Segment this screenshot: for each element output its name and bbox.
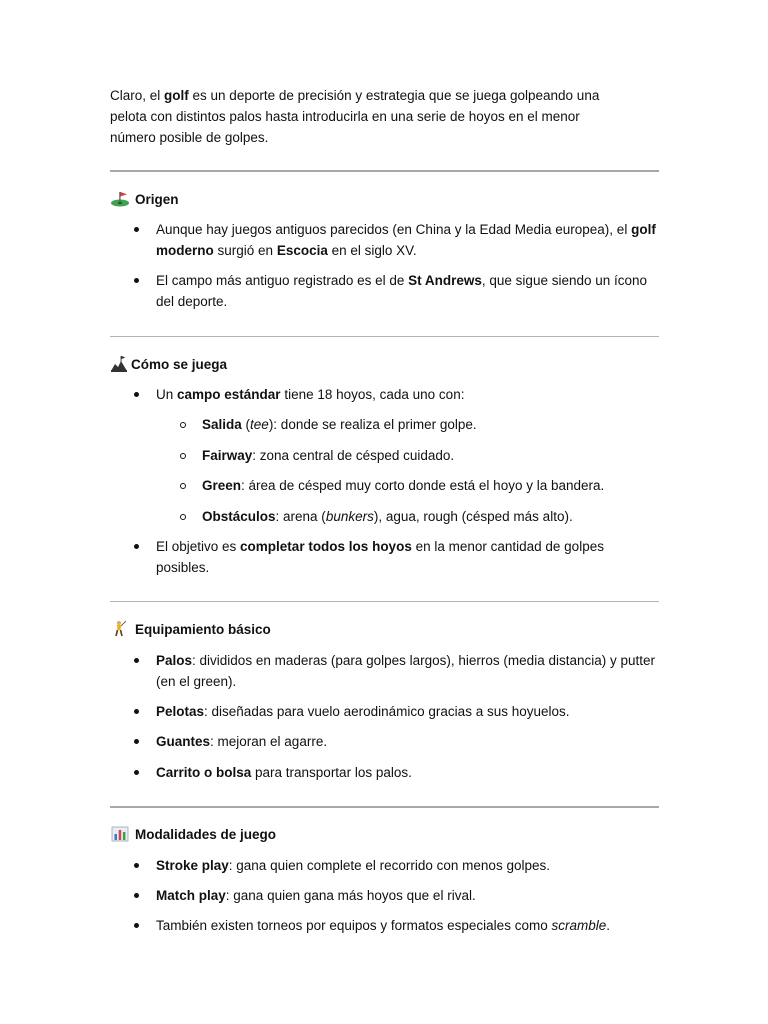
item-bold: St Andrews (408, 273, 482, 288)
item-bold: campo estándar (177, 387, 281, 402)
list-item (156, 384, 656, 405)
heading-title: Equipamiento básico (135, 621, 271, 637)
sub-list-item (202, 445, 652, 466)
heading-title: Cómo se juega (131, 356, 228, 372)
divider (110, 170, 659, 172)
heading-origen (110, 189, 179, 209)
heading-title: Origen (135, 191, 179, 207)
item-bold: Fairway (202, 448, 253, 463)
list-item (156, 762, 656, 783)
item-text: : mejoran el agarre. (210, 734, 328, 749)
intro-text: es un deporte de precisión y estrategia que se juega golpeando una pelota con distintos palos hasta introducirla en una serie de hoyos en el menor número posible de golpes. (110, 88, 600, 145)
list-item (156, 270, 656, 312)
item-text: El objetivo es (156, 539, 241, 554)
item-text: : gana quien complete el recorrido con menos golpes. (228, 858, 550, 873)
golfer-icon (110, 620, 130, 638)
intro-text: Claro, el (110, 88, 165, 103)
divider (110, 601, 659, 602)
item-text: : área de césped muy corto donde está el hoyo y la bandera. (241, 478, 605, 493)
item-text: tiene 18 hoyos, cada uno con: (280, 387, 465, 402)
item-bold: Match play (156, 888, 226, 903)
golf-course-icon (110, 355, 128, 373)
sub-list-item (202, 414, 652, 435)
list-item (156, 731, 656, 752)
heading-title: Modalidades de juego (135, 826, 277, 842)
item-bold: Obstáculos (202, 509, 276, 524)
item-text: ( (241, 417, 251, 432)
bar-chart-icon (110, 825, 130, 843)
item-text: El campo más antiguo registrado es el de (156, 273, 409, 288)
item-bold: Carrito o bolsa (156, 765, 252, 780)
divider (110, 336, 659, 337)
item-text: en la menor cantidad de golpes posibles. (156, 539, 604, 575)
list-item (156, 885, 656, 906)
item-text: ), agua, rough (césped más alto). (373, 509, 573, 524)
item-text: ): donde se realiza el primer golpe. (268, 417, 477, 432)
item-bold: Guantes (156, 734, 211, 749)
sub-list-item (202, 506, 652, 527)
item-bold: Palos (156, 653, 193, 668)
list-item (156, 536, 656, 578)
item-italic: tee (250, 417, 269, 432)
item-bold: Green (202, 478, 242, 493)
item-text: en el siglo XV. (327, 243, 417, 258)
sub-list-item (202, 475, 652, 496)
item-bold: Pelotas (156, 704, 205, 719)
heading-equipamiento (110, 619, 271, 639)
item-text: : gana quien gana más hoyos que el rival. (225, 888, 476, 903)
item-text: : arena ( (275, 509, 326, 524)
item-italic: scramble (551, 918, 607, 933)
list-item (156, 701, 656, 722)
item-text: Un (156, 387, 178, 402)
heading-modalidades (110, 824, 276, 844)
item-text: . (606, 918, 610, 933)
item-bold: Salida (202, 417, 242, 432)
item-text: para transportar los palos. (251, 765, 412, 780)
item-bold: Stroke play (156, 858, 229, 873)
item-text: : divididos en maderas (para golpes largos), hierros (media distancia) y putter (en el green). (156, 653, 655, 689)
item-text: : zona central de césped cuidado. (252, 448, 455, 463)
intro-paragraph (110, 85, 610, 148)
item-bold: completar todos los hoyos (240, 539, 412, 554)
golf-flag-icon (110, 190, 130, 208)
item-italic: bunkers (325, 509, 374, 524)
list-item (156, 915, 656, 936)
item-text: Aunque hay juegos antiguos parecidos (en China y la Edad Media europea), el (156, 222, 632, 237)
item-text: , que sigue siendo un ícono del deporte. (156, 273, 648, 309)
list-item (156, 855, 656, 876)
list-item (156, 650, 656, 692)
item-text: surgió en (213, 243, 277, 258)
intro-bold: golf (164, 88, 189, 103)
divider (110, 806, 659, 808)
list-item (156, 219, 656, 261)
item-text: : diseñadas para vuelo aerodinámico gracias a sus hoyuelos. (204, 704, 570, 719)
heading-como-se-juega (110, 354, 227, 374)
item-text: También existen torneos por equipos y formatos especiales como (156, 918, 552, 933)
item-bold: golf moderno (156, 222, 656, 258)
item-bold: Escocia (276, 243, 328, 258)
